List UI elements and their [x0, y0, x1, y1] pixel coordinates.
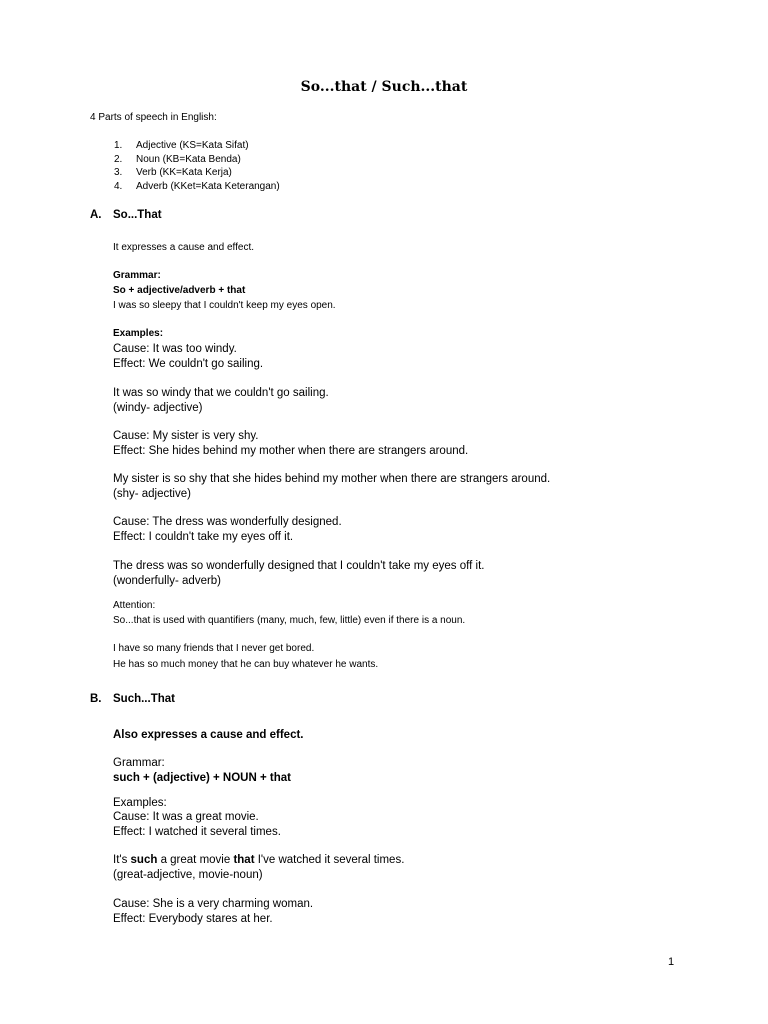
example-cause: Cause: It was too windy. [113, 343, 237, 355]
example-effect: Effect: I couldn't take my eyes off it. [113, 531, 294, 543]
section-b-description: Also expresses a cause and effect. [113, 729, 304, 741]
quantifier-example: He has so much money that he can buy whatever he wants. [113, 659, 379, 670]
grammar-formula: So + adjective/adverb + that [113, 285, 246, 296]
section-a-letter: A. [90, 209, 102, 221]
list-item: Verb (KK=Kata Kerja) [136, 167, 232, 178]
example-sentence [113, 854, 404, 866]
example-note: (great-adjective, movie-noun) [113, 869, 263, 881]
example-note: (wonderfully- adverb) [113, 575, 222, 587]
example-effect: Effect: I watched it several times. [113, 826, 281, 838]
keyword-that: that [233, 854, 255, 866]
list-item: Noun (KB=Kata Benda) [136, 154, 241, 165]
list-item-number: 1. [114, 140, 123, 151]
examples-label: Examples: [113, 797, 167, 809]
section-a-heading: So...That [113, 209, 162, 221]
keyword-such: such [130, 854, 158, 866]
grammar-label: Grammar: [113, 757, 165, 769]
example-effect: Effect: We couldn't go sailing. [113, 358, 264, 370]
section-b-letter: B. [90, 693, 102, 705]
section-b-heading: Such...That [113, 693, 175, 705]
attention-label: Attention: [113, 600, 156, 611]
example-effect: Effect: She hides behind my mother when there are strangers around. [113, 445, 469, 457]
quantifier-example: I have so many friends that I never get bored. [113, 643, 315, 654]
example-cause: Cause: My sister is very shy. [113, 430, 259, 442]
page-title: So...that / Such...that [300, 79, 468, 95]
intro-text: 4 Parts of speech in English: [90, 112, 217, 123]
example-sentence: The dress was so wonderfully designed that I couldn't take my eyes off it. [113, 560, 485, 572]
list-item-number: 4. [114, 181, 123, 192]
attention-text: So...that is used with quantifiers (many, much, few, little) even if there is a noun. [113, 615, 466, 626]
list-item-number: 3. [114, 167, 123, 178]
example-effect: Effect: Everybody stares at her. [113, 913, 273, 925]
example-sentence: My sister is so shy that she hides behind my mother when there are strangers around. [113, 473, 551, 485]
list-item: Adverb (KKet=Kata Keterangan) [136, 181, 280, 192]
example-cause: Cause: It was a great movie. [113, 811, 259, 823]
list-item: Adjective (KS=Kata Sifat) [136, 140, 249, 151]
sentence-part: I've watched it several times. [254, 854, 405, 866]
example-cause: Cause: She is a very charming woman. [113, 898, 314, 910]
example-note: (shy- adjective) [113, 488, 191, 500]
sentence-part: a great movie [157, 854, 234, 866]
example-sentence: It was so windy that we couldn't go sailing. [113, 387, 329, 399]
examples-label: Examples: [113, 328, 164, 339]
section-a-description: It expresses a cause and effect. [113, 242, 255, 253]
example-cause: Cause: The dress was wonderfully designed. [113, 516, 342, 528]
sentence-part: It's [113, 854, 131, 866]
list-item-number: 2. [114, 154, 123, 165]
grammar-formula: such + (adjective) + NOUN + that [113, 772, 291, 784]
grammar-label: Grammar: [113, 270, 161, 281]
page-number: 1 [668, 956, 675, 968]
example-note: (windy- adjective) [113, 402, 203, 414]
grammar-example: I was so sleepy that I couldn't keep my eyes open. [113, 300, 336, 311]
